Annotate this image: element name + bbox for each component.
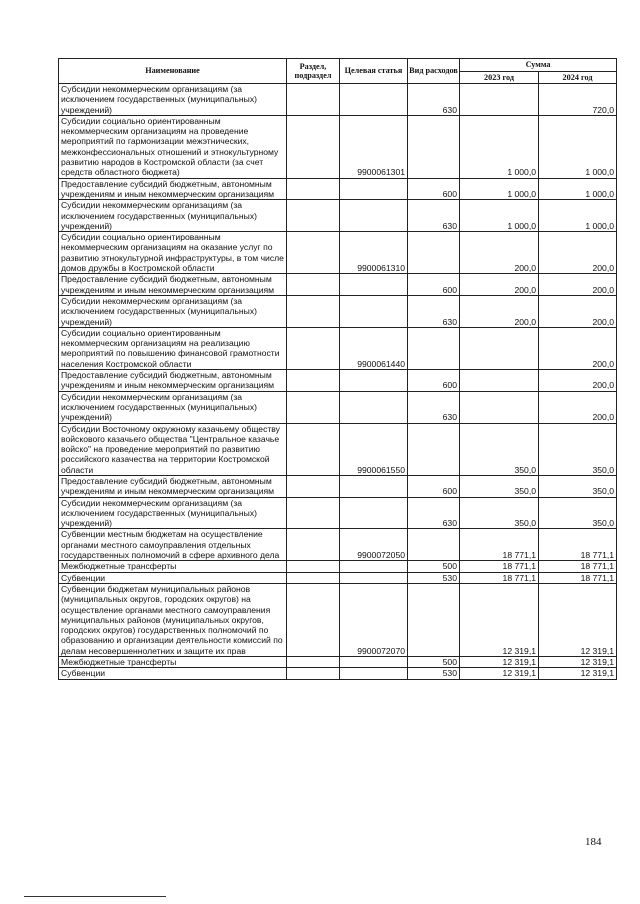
cell-name: Межбюджетные трансферты [59,657,287,668]
cell-sum-2024: 350,0 [539,423,617,475]
cell-kind: 530 [408,668,460,679]
cell-sum-2023: 1 000,0 [460,178,539,200]
cell-section [287,423,340,475]
cell-target: 9900061310 [340,232,408,274]
cell-section [287,370,340,392]
cell-sum-2023: 350,0 [460,497,539,529]
cell-name: Субсидии социально ориентированным некоммерческим организациям на реализацию мероприятий по повышению финансовой грамотности населения Костромской области [59,327,287,369]
cell-sum-2024: 200,0 [539,232,617,274]
cell-section [287,497,340,529]
cell-target [340,668,408,679]
cell-target [340,391,408,423]
cell-kind: 630 [408,391,460,423]
cell-name: Субвенции бюджетам муниципальных районов (муниципальных округов, городских округов) на осуществление органами местного самоуправления муниципальных районов (муниципальных округов, городских округов) государственных полномочий по образованию и организации деятельности комиссий по делам несовершеннолетних и защите их прав [59,583,287,656]
cell-name: Предоставление субсидий бюджетным, автономным учреждениям и иным некоммерческим организациям [59,178,287,200]
cell-sum-2024: 18 771,1 [539,572,617,583]
header-year-2024: 2024 год [539,71,617,84]
table-row [59,561,617,572]
cell-sum-2023: 12 319,1 [460,657,539,668]
cell-section [287,668,340,679]
cell-kind: 530 [408,572,460,583]
cell-section [287,327,340,369]
table-row [59,295,617,327]
table-row [59,274,617,296]
cell-target: 9900061440 [340,327,408,369]
table-row [59,475,617,497]
cell-target [340,497,408,529]
table-row [59,423,617,475]
cell-target: 9900061301 [340,115,408,178]
cell-section [287,115,340,178]
cell-kind: 600 [408,370,460,392]
cell-target: 9900072050 [340,529,408,561]
cell-name: Субвенции [59,572,287,583]
cell-sum-2023: 350,0 [460,423,539,475]
cell-sum-2023: 18 771,1 [460,572,539,583]
cell-name: Субвенции местным бюджетам на осуществление органами местного самоуправления отдельных государственных полномочий в сфере архивного дела [59,529,287,561]
cell-name: Предоставление субсидий бюджетным, автономным учреждениям и иным некоммерческим организациям [59,370,287,392]
table-row [59,84,617,116]
cell-name: Субсидии некоммерческим организациям (за исключением государственных (муниципальных) учреждений) [59,391,287,423]
cell-sum-2024: 350,0 [539,497,617,529]
cell-target [340,84,408,116]
table-row [59,391,617,423]
cell-target [340,200,408,232]
cell-target [340,178,408,200]
cell-sum-2023: 200,0 [460,295,539,327]
cell-section [287,295,340,327]
cell-target [340,657,408,668]
cell-name: Субсидии некоммерческим организациям (за исключением государственных (муниципальных) учреждений) [59,200,287,232]
table-header [59,59,617,84]
table-row [59,668,617,679]
budget-table [58,58,617,680]
cell-section [287,529,340,561]
cell-sum-2023 [460,84,539,116]
cell-kind: 600 [408,178,460,200]
cell-sum-2024: 200,0 [539,295,617,327]
cell-name: Субвенции [59,668,287,679]
cell-sum-2024: 350,0 [539,475,617,497]
cell-name: Субсидии некоммерческим организациям (за исключением государственных (муниципальных) учреждений) [59,84,287,116]
cell-section [287,572,340,583]
cell-section [287,583,340,656]
cell-name: Субсидии социально ориентированным некоммерческим организациям на оказание услуг по развитию этнокультурной инфраструктуры, в том числе домов дружбы в Костромской области [59,232,287,274]
cell-name: Субсидии некоммерческим организациям (за исключением государственных (муниципальных) учреждений) [59,295,287,327]
cell-sum-2023: 200,0 [460,232,539,274]
cell-name: Предоставление субсидий бюджетным, автономным учреждениям и иным некоммерческим организациям [59,475,287,497]
table-row [59,572,617,583]
cell-sum-2024: 1 000,0 [539,200,617,232]
cell-sum-2023: 18 771,1 [460,561,539,572]
cell-kind [408,423,460,475]
cell-sum-2024: 1 000,0 [539,115,617,178]
cell-sum-2023: 18 771,1 [460,529,539,561]
cell-target: 9900061550 [340,423,408,475]
cell-name: Субсидии социально ориентированным некоммерческим организациям на проведение мероприятий по гармонизации межэтнических, межконфессиональных отношений и этнокультурному развитию народов в Костромской области (за счет средств областного бюджета) [59,115,287,178]
cell-sum-2023: 12 319,1 [460,668,539,679]
cell-sum-2023: 1 000,0 [460,115,539,178]
table-row [59,370,617,392]
cell-section [287,232,340,274]
footnote-divider [24,896,166,897]
table-row [59,529,617,561]
page-number: 184 [585,836,602,848]
cell-sum-2024: 12 319,1 [539,668,617,679]
cell-target [340,475,408,497]
table-row [59,178,617,200]
cell-name: Субсидии Восточному окружному казачьему обществу войскового казачьего общества "Центральное казачье войско" на проведение мероприятий по развитию российского казачества на территории Костромской области [59,423,287,475]
header-name: Наименование [59,59,287,84]
cell-kind [408,529,460,561]
cell-sum-2024: 200,0 [539,327,617,369]
table-row [59,497,617,529]
cell-section [287,657,340,668]
cell-sum-2024: 18 771,1 [539,529,617,561]
cell-sum-2024: 1 000,0 [539,178,617,200]
cell-sum-2023: 350,0 [460,475,539,497]
cell-kind [408,327,460,369]
header-sum: Сумма [460,59,617,72]
cell-name: Предоставление субсидий бюджетным, автономным учреждениям и иным некоммерческим организациям [59,274,287,296]
cell-target [340,561,408,572]
cell-sum-2023 [460,327,539,369]
cell-sum-2023: 12 319,1 [460,583,539,656]
cell-name: Субсидии некоммерческим организациям (за исключением государственных (муниципальных) учреждений) [59,497,287,529]
table-row [59,657,617,668]
cell-sum-2024: 18 771,1 [539,561,617,572]
table-row [59,327,617,369]
header-year-2023: 2023 год [460,71,539,84]
cell-sum-2024: 200,0 [539,370,617,392]
cell-section [287,391,340,423]
cell-kind: 600 [408,475,460,497]
cell-kind: 630 [408,295,460,327]
cell-kind [408,232,460,274]
cell-kind [408,115,460,178]
cell-kind: 630 [408,497,460,529]
cell-section [287,561,340,572]
cell-target [340,274,408,296]
cell-kind: 630 [408,200,460,232]
header-target: Целевая статья [340,59,408,84]
cell-section [287,178,340,200]
cell-kind: 600 [408,274,460,296]
cell-target [340,572,408,583]
cell-sum-2023 [460,391,539,423]
cell-target: 9900072070 [340,583,408,656]
cell-sum-2023 [460,370,539,392]
table-row [59,232,617,274]
cell-section [287,200,340,232]
cell-section [287,475,340,497]
cell-sum-2024: 12 319,1 [539,657,617,668]
table-row [59,583,617,656]
cell-sum-2024: 12 319,1 [539,583,617,656]
table-row [59,115,617,178]
cell-sum-2024: 720,0 [539,84,617,116]
cell-section [287,274,340,296]
cell-kind: 500 [408,657,460,668]
cell-sum-2024: 200,0 [539,391,617,423]
cell-kind [408,583,460,656]
cell-kind: 630 [408,84,460,116]
cell-kind: 500 [408,561,460,572]
cell-sum-2023: 200,0 [460,274,539,296]
header-section: Раздел, подраздел [287,59,340,84]
cell-sum-2023: 1 000,0 [460,200,539,232]
table-body [59,84,617,680]
header-kind: Вид расходов [408,59,460,84]
cell-target [340,370,408,392]
cell-target [340,295,408,327]
table-row [59,200,617,232]
cell-name: Межбюджетные трансферты [59,561,287,572]
cell-sum-2024: 200,0 [539,274,617,296]
cell-section [287,84,340,116]
